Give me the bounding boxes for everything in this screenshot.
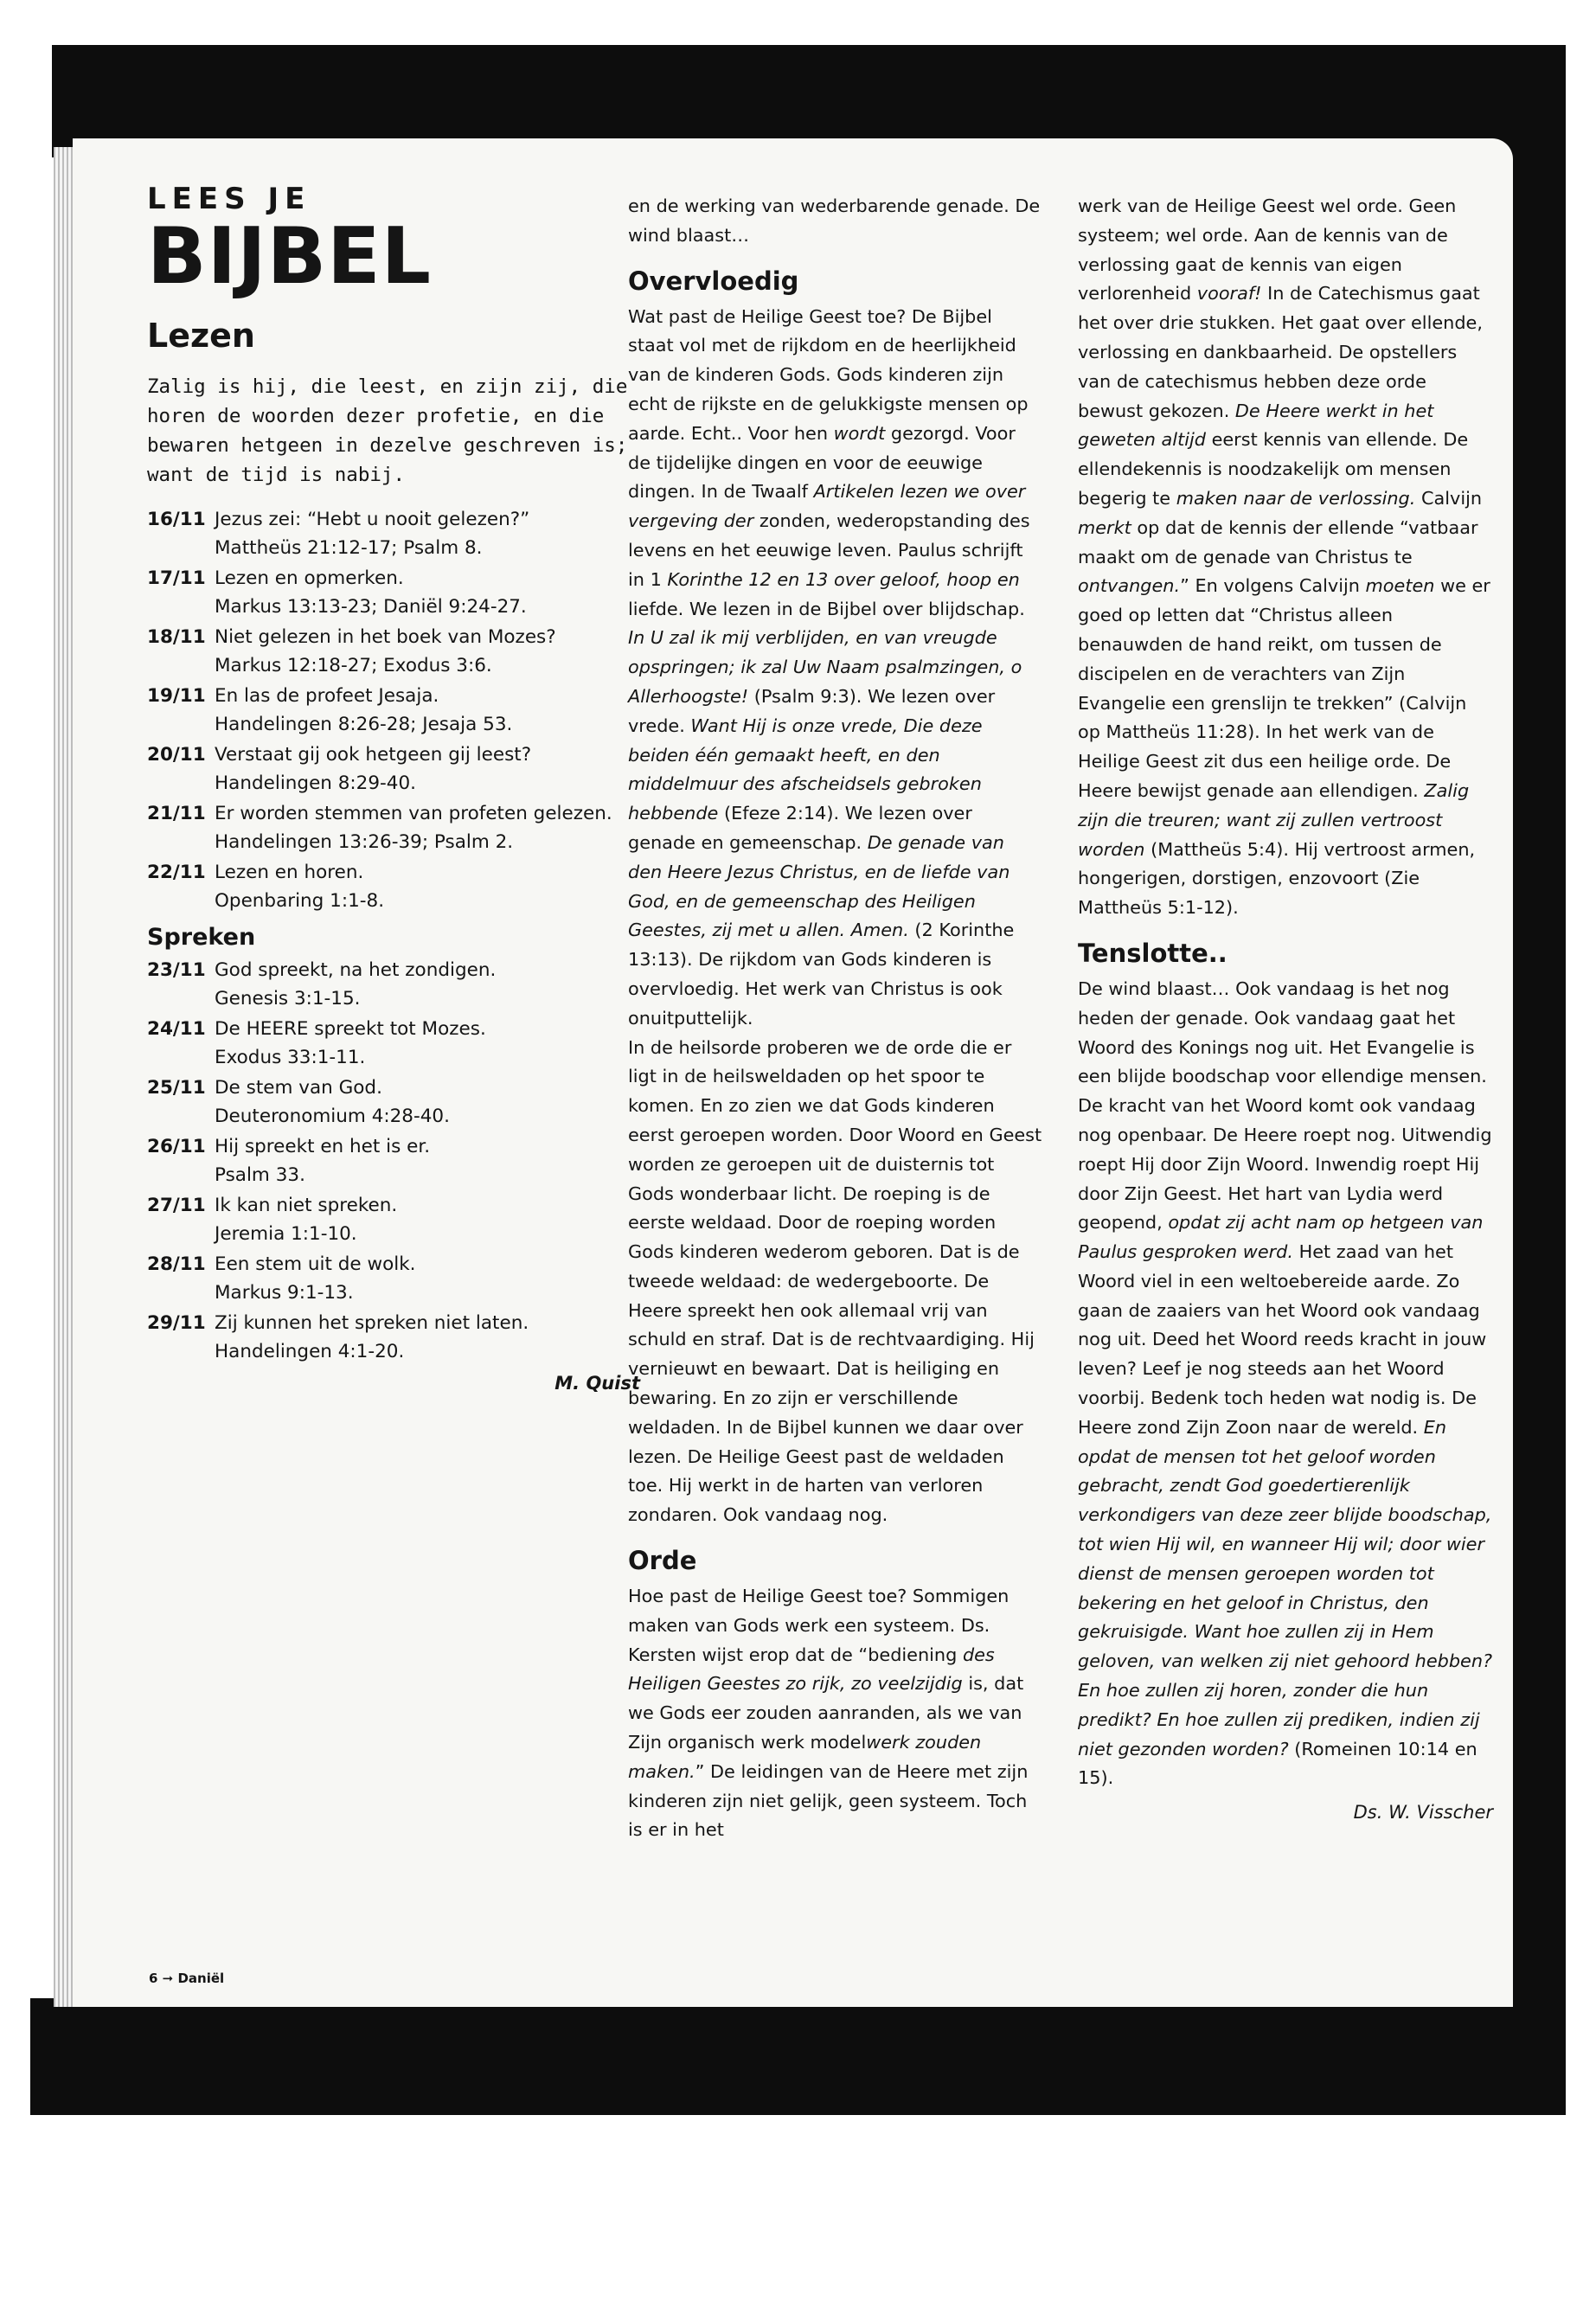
list-item (147, 505, 640, 562)
entry-ref: Genesis 3:1-15. (215, 988, 361, 1009)
list-item (147, 1015, 640, 1072)
list-item (147, 1132, 640, 1189)
entry-text: Lezen en opmerken. (215, 567, 404, 589)
section-heading-spreken: Spreken (147, 924, 256, 951)
entry-text: Hij spreekt en het is er. (215, 1136, 431, 1157)
entry-date: 28/11 (147, 1253, 206, 1275)
entry-date: 25/11 (147, 1077, 206, 1099)
entry-ref: Jeremia 1:1-10. (215, 1223, 357, 1245)
list-item (147, 623, 640, 680)
readings-list (147, 505, 640, 915)
entry-ref: Handelingen 8:26-28; Jesaja 53. (215, 714, 513, 735)
list-item (147, 1191, 640, 1248)
author-signature: Ds. W. Visscher (1353, 1802, 1493, 1823)
entry-date: 19/11 (147, 685, 206, 707)
page-title: BIJBEL (147, 211, 432, 302)
entry-date: 24/11 (147, 1018, 206, 1040)
entry-text: Ik kan niet spreken. (215, 1195, 398, 1216)
entry-ref: Exodus 33:1-11. (215, 1047, 366, 1068)
heading-orde: Orde (628, 1546, 697, 1576)
heading-tenslotte: Tenslotte.. (1078, 938, 1227, 968)
list-item (147, 740, 640, 798)
list-item (147, 682, 640, 739)
entry-text: Een stem uit de wolk. (215, 1253, 416, 1275)
entry-ref: Mattheüs 21:12-17; Psalm 8. (215, 537, 483, 559)
paragraph: Hoe past de Heilige Geest toe? Sommigen maken van Gods werk een systeem. Ds. Kersten wijst erop dat de “bediening des Heiligen Geestes zo rijk, zo veelzijdig is, dat we Gods eer zouden aanranden, als we van Zijn organisch werk modelwerk zouden maken.” De leidingen van de Heere met zijn kinderen zijn niet gelijk, geen systeem. Toch is er in het (628, 1586, 1029, 1841)
bible-reading-panel (147, 164, 640, 1394)
entry-date: 18/11 (147, 626, 206, 648)
magazine-page (73, 138, 1513, 2007)
page-footer: 6 ➞ Daniël (149, 1971, 225, 1986)
entry-text: Niet gelezen in het boek van Mozes? (215, 626, 556, 648)
entry-text: Jezus zei: “Hebt u nooit gelezen?” (215, 509, 530, 530)
entry-date: 26/11 (147, 1136, 206, 1157)
heading-overvloedig: Overvloedig (628, 266, 799, 296)
entry-text: De stem van God. (215, 1077, 382, 1099)
paragraph: In de heilsorde proberen we de orde die er ligt in de heilsweldaden op het spoor te komen. En zo zien we dat Gods kinderen eerst geroepen worden. Door Woord en Geest worden ze geroepen uit de duisternis tot Gods wonderbaar licht. De roeping is de eerste weldaad. Door de roeping worden Gods kinderen wederom geboren. Dat is de tweede weldaad: de wedergeboorte. De Heere spreekt hen ook allemaal vrij van schuld en straf. Dat is de rechtvaardiging. Hij vernieuwt en bewaart. Dat is heiliging en bewaring. En zo zijn er verschillende weldaden. In de Bijbel kunnen we daar over lezen. De Heilige Geest past de weldaden toe. Hij werkt in de harten van verloren zondaren. Ook vandaag nog. (628, 1036, 1042, 1526)
entry-date: 16/11 (147, 509, 206, 530)
speaking-list (147, 956, 640, 1366)
entry-ref: Markus 9:1-13. (215, 1282, 354, 1304)
entry-date: 20/11 (147, 744, 206, 766)
entry-text: Er worden stemmen van profeten gelezen. (215, 803, 612, 824)
article-column-right (1078, 192, 1493, 1823)
list-item (147, 1074, 640, 1131)
entry-ref: Handelingen 4:1-20. (215, 1341, 405, 1362)
intro-quote: Zalig is hij, die leest, en zijn zij, die horen de woorden dezer profetie, en die bewaren hetgeen in dezelve geschreven is; want de tijd is nabij. (147, 375, 628, 486)
author-name: M. Quist (554, 1373, 640, 1394)
entry-ref: Psalm 33. (215, 1164, 305, 1186)
list-item (147, 858, 640, 915)
section-heading-lezen: Lezen (147, 317, 255, 355)
entry-ref: Markus 13:13-23; Daniël 9:24-27. (215, 596, 527, 618)
entry-ref: Markus 12:18-27; Exodus 3:6. (215, 655, 492, 676)
entry-text: Verstaat gij ook hetgeen gij leest? (215, 744, 532, 766)
article-column-middle (628, 192, 1043, 1845)
list-item (147, 1250, 640, 1307)
entry-date: 23/11 (147, 959, 206, 981)
entry-ref: Deuteronomium 4:28-40. (215, 1106, 450, 1127)
entry-ref: Handelingen 8:29-40. (215, 772, 416, 794)
scan-border-right (1505, 45, 1566, 2112)
entry-date: 27/11 (147, 1195, 206, 1216)
entry-text: En las de profeet Jesaja. (215, 685, 439, 707)
entry-date: 29/11 (147, 1312, 206, 1334)
entry-text: Lezen en horen. (215, 862, 364, 883)
paragraph: Wat past de Heilige Geest toe? De Bijbel staat vol met de rijkdom en de heerlijkheid van de kinderen Gods. Gods kinderen zijn echt de rijkste en de gelukkigste mensen op aarde. Echt.. Voor hen wordt gezorgd. Voor de tijdelijke dingen en voor de eeuwige dingen. In de Twaalf Artikelen lezen we over vergeving der zonden, wederopstanding des levens en het eeuwige leven. Paulus schrijft in 1 Korinthe 12 en 13 over geloof, hoop en liefde. We lezen in de Bijbel over blijdschap. In U zal ik mij verblijden, en van vreugde opspringen; ik zal Uw Naam psalmzingen, o Allerhoogste! (Psalm 9:3). We lezen over vrede. Want Hij is onze vrede, Die deze beiden één gemaakt heeft, en den middelmuur des afscheidsels gebroken hebbende (Efeze 2:14). We lezen over genade en gemeenschap. De genade van den Heere Jezus Christus, en de liefde van God, en de gemeenschap des Heiligen Geestes, zij met u allen. Amen. (2 Korinthe 13:13). De rijkdom van Gods kinderen is overvloedig. Het werk van Christus is ook onuitputtelijk. (628, 305, 1030, 1029)
entry-text: Zij kunnen het spreken niet laten. (215, 1312, 529, 1334)
entry-date: 22/11 (147, 862, 206, 883)
paragraph: en de werking van wederbarende genade. De wind blaast… (628, 195, 1041, 246)
list-item (147, 564, 640, 621)
entry-ref: Openbaring 1:1-8. (215, 890, 385, 912)
page-edges (54, 147, 73, 2007)
kicker: LEES JE (147, 182, 311, 216)
list-item (147, 799, 640, 856)
list-item (147, 1309, 640, 1366)
scan-border-bottom (30, 1998, 1566, 2115)
entry-text: God spreekt, na het zondigen. (215, 959, 497, 981)
entry-date: 17/11 (147, 567, 206, 589)
list-item (147, 956, 640, 1013)
paragraph: De wind blaast… Ook vandaag is het nog heden der genade. Ook vandaag gaat het Woord des Konings nog uit. Het Evangelie is een blijde boodschap voor ellendige mensen. De kracht van het Woord komt ook vandaag nog openbaar. De Heere roept nog. Uitwendig roept Hij door Zijn Woord. Inwendig roept Hij door Zijn Geest. Het hart van Lydia werd geopend, opdat zij acht nam op hetgeen van Paulus gesproken werd. Het zaad van het Woord viel in een weltoebereide aarde. Zo gaan de zaaiers van het Woord ook vandaag nog uit. Deed het Woord reeds kracht in jouw leven? Leef je nog steeds aan het Woord voorbij. Bedenk toch heden wat nodig is. De Heere zond Zijn Zoon naar de wereld. En opdat de mensen tot het geloof worden gebracht, zendt God goedertierenlijk verkondigers van deze zeer blijde boodschap, tot wien Hij wil, en wanneer Hij wil; door wier dienst de mensen geroepen worden tot bekering en het geloof in Christus, den gekruisigde. Want hoe zullen zij in Hem geloven, van welken zij niet gehoord hebben? En hoe zullen zij horen, zonder die hun predikt? En hoe zullen zij prediken, indien zij niet gezonden worden? (Romeinen 10:14 en 15). (1078, 977, 1493, 1789)
paragraph: werk van de Heilige Geest wel orde. Geen systeem; wel orde. Aan de kennis van de verlossing gaat de kennis van eigen verlorenheid vooraf! In de Catechismus gaat het over drie stukken. Het gaat over ellende, verlossing en dankbaarheid. De opstellers van de catechismus hebben deze orde bewust gekozen. De Heere werkt in het geweten altijd eerst kennis van ellende. De ellendekennis is noodzakelijk om mensen begerig te maken naar de verlossing. Calvijn merkt op dat de kennis der ellende “vatbaar maakt om de genade van Christus te ontvangen.” En volgens Calvijn moeten we er goed op letten dat “Christus alleen benauwden de hand reikt, om tussen de discipelen en de verachters van Zijn Evangelie een grenslijn te trekken” (Calvijn op Mattheüs 11:28). In het werk van de Heilige Geest zit dus een heilige orde. De Heere bewijst genade aan ellendigen. Zalig zijn die treuren; want zij zullen vertroost worden (Mattheüs 5:4). Hij vertroost armen, hongerigen, dorstigen, enzovoort (Zie Mattheüs 5:1-12). (1078, 195, 1490, 919)
entry-date: 21/11 (147, 803, 206, 824)
entry-text: De HEERE spreekt tot Mozes. (215, 1018, 486, 1040)
entry-ref: Handelingen 13:26-39; Psalm 2. (215, 831, 514, 853)
